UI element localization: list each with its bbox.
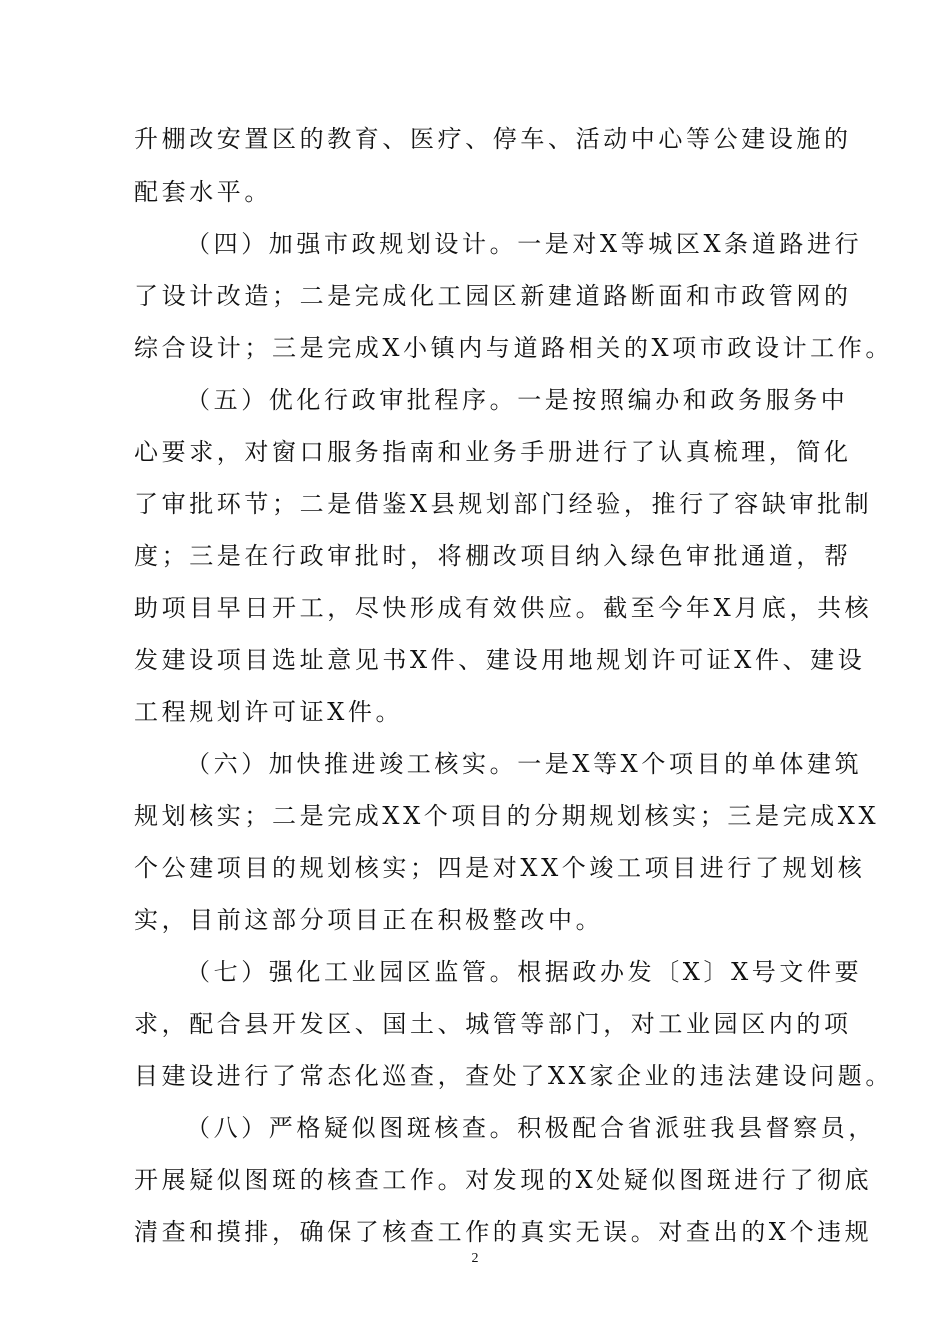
text-line: （六）加快推进竣工核实。一是X等X个项目的单体建筑 (186, 750, 863, 778)
text-line: 了设计改造；二是完成化工园区新建道路断面和市政管网的 (134, 282, 852, 310)
text-line: （八）严格疑似图斑核查。积极配合省派驻我县督察员， (186, 1114, 876, 1142)
text-line: （七）强化工业园区监管。根据政办发〔X〕X号文件要 (186, 958, 863, 986)
text-line: （四）加强市政规划设计。一是对X等城区X条道路进行 (186, 230, 863, 258)
text-line: （五）优化行政审批程序。一是按照编办和政务服务中 (186, 386, 849, 414)
text-line: 发建设项目选址意见书X件、建设用地规划许可证X件、建设 (134, 646, 866, 674)
text-line: 助项目早日开工，尽快形成有效供应。截至今年X月底，共核 (134, 594, 873, 622)
text-line: 综合设计；三是完成X小镇内与道路相关的X项市政设计工作。 (134, 334, 893, 362)
text-line: 规划核实；二是完成XX个项目的分期规划核实；三是完成XX (134, 802, 880, 830)
text-line: 清查和摸排，确保了核查工作的真实无误。对查出的X个违规 (134, 1218, 873, 1246)
text-line: 了审批环节；二是借鉴X县规划部门经验，推行了容缺审批制 (134, 490, 873, 518)
text-line: 配套水平。 (134, 178, 272, 206)
text-line: 求，配合县开发区、国土、城管等部门，对工业园区内的项 (134, 1010, 852, 1038)
text-line: 个公建项目的规划核实；四是对XX个竣工项目进行了规划核 (134, 854, 866, 882)
text-line: 度；三是在行政审批时，将棚改项目纳入绿色审批通道，帮 (134, 542, 852, 570)
text-line: 目建设进行了常态化巡查，查处了XX家企业的违法建设问题。 (134, 1062, 893, 1090)
page-number: 2 (471, 1251, 479, 1266)
text-line: 实，目前这部分项目正在积极整改中。 (134, 906, 604, 934)
text-line: 心要求，对窗口服务指南和业务手册进行了认真梳理，简化 (134, 438, 852, 466)
text-line: 开展疑似图斑的核查工作。对发现的X处疑似图斑进行了彻底 (134, 1166, 873, 1194)
text-line: 升棚改安置区的教育、医疗、停车、活动中心等公建设施的 (134, 125, 852, 153)
text-line: 工程规划许可证X件。 (134, 698, 404, 726)
